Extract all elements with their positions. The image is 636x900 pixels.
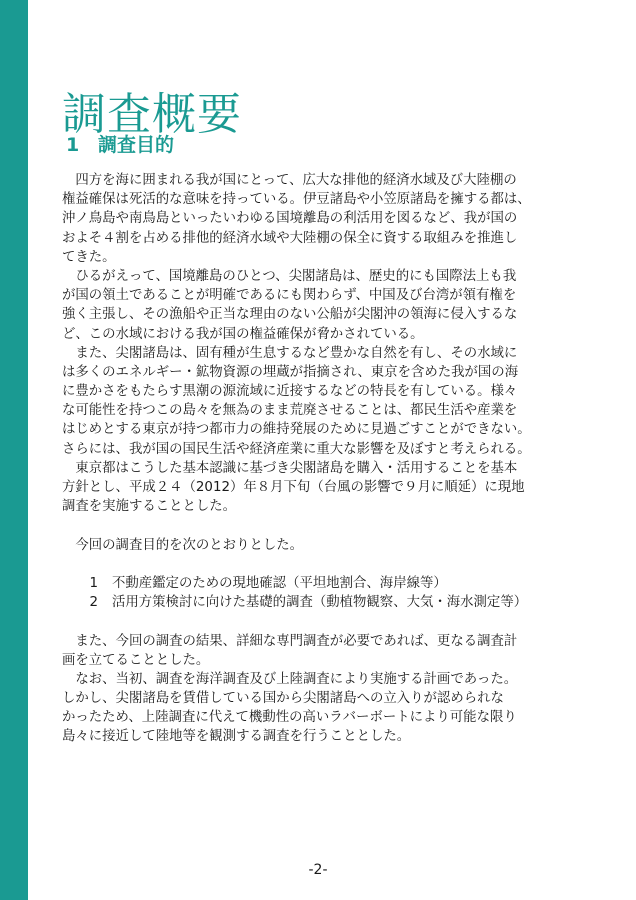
paragraph bbox=[62, 267, 582, 344]
section-title: 調査目的 bbox=[98, 134, 175, 156]
text-line: 強く主張し、その漁船や正当な理由のない公船が尖閣沖の領海に侵入するな bbox=[62, 307, 518, 323]
text-line: 四方を海に囲まれる我が国にとって、広大な排他的経済水域及び大陸棚の bbox=[62, 173, 517, 188]
purpose-number: 1 bbox=[89, 575, 98, 591]
purpose-text: 不動産鑑定のための現地確認（平坦地割合、海岸線等） bbox=[112, 575, 447, 591]
text-line: しかし、尖閣諸島を賃借している国から尖閣諸島への立入りが認められな bbox=[62, 691, 504, 707]
text-line: が国の領土であることが明確であるにも関わらず、中国及び台湾が領有権を bbox=[62, 288, 517, 304]
purpose-text: 活用方策検討に向けた基礎的調査（動植物観察、大気・海水測定等） bbox=[112, 595, 528, 611]
text-line: 方針とし、平成２４（2012）年８月下旬（台風の影響で９月に順延）に現地 bbox=[62, 480, 525, 495]
page-title: 調査概要 bbox=[62, 89, 242, 141]
paragraph bbox=[62, 632, 582, 670]
text-line: ひるがえって、国境離島のひとつ、尖閣諸島は、歴史的にも国際法上も我 bbox=[62, 268, 517, 284]
text-line: 沖ノ鳥島や南鳥島といったいわゆる国境離島の利活用を図るなど、我が国の bbox=[62, 211, 518, 227]
text-line: かったため、上陸調査に代えて機動性の高いラバーボートにより可能な限り bbox=[62, 710, 517, 726]
text-line: なお、当初、調査を海洋調査及び上陸調査により実施する計画であった。 bbox=[62, 671, 518, 687]
spacer bbox=[62, 555, 582, 574]
text-line: 東京都はこうした基本認識に基づき尖閣諸島を購入・活用することを基本 bbox=[62, 460, 518, 476]
text-line: な可能性を持つこの島々を無為のまま荒廃させることは、都民生活や産業を bbox=[62, 403, 518, 419]
text-line: 島々に接近して陸地等を観測する調査を行うこととした。 bbox=[62, 729, 411, 745]
text-line: 権益確保は死活的な意味を持っている。伊豆諸島や小笠原諸島を擁する都は、 bbox=[62, 192, 531, 208]
purpose-number: 2 bbox=[89, 595, 98, 611]
paragraph bbox=[62, 459, 582, 517]
text-line: はじめとする東京が持つ都市力の維持発展のために見過ごすことができない。 bbox=[62, 422, 531, 438]
text-line: また、今回の調査の結果、詳細な専門調査が必要であれば、更なる調査計 bbox=[62, 633, 518, 649]
paragraph bbox=[62, 344, 582, 459]
text-line: てきた。 bbox=[62, 249, 116, 265]
text-line: およそ４割を占める排他的経済水域や大陸棚の保全に資する取組みを推進し bbox=[62, 230, 518, 246]
purpose-item bbox=[62, 574, 582, 593]
text-line: さらには、我が国の国民生活や経済産業に重大な影響を及ぼすと考えられる。 bbox=[62, 441, 531, 457]
text-line: また、尖閣諸島は、固有種が生息するなど豊かな自然を有し、その水域に bbox=[62, 345, 518, 361]
intro-line: 今回の調査目的を次のとおりとした。 bbox=[62, 537, 304, 553]
text-line: 調査を実施することとした。 bbox=[62, 499, 237, 515]
paragraph bbox=[62, 171, 582, 267]
section-number: 1 bbox=[66, 134, 80, 156]
text-line: に豊かさをもたらす黒潮の源流域に近接するなどの特長を有している。様々 bbox=[62, 384, 518, 400]
text-line: は多くのエネルギー・鉱物資源の埋蔵が指摘され、東京を含めた我が国の海 bbox=[62, 364, 519, 380]
paragraph bbox=[62, 670, 582, 747]
text-line: 画を立てることとした。 bbox=[62, 652, 210, 668]
text-line: ど、この水域における我が国の権益確保が脅かされている。 bbox=[62, 326, 424, 342]
section-heading bbox=[66, 132, 174, 158]
spacer bbox=[62, 612, 582, 631]
spacer bbox=[62, 516, 582, 535]
side-color-band bbox=[0, 0, 28, 900]
body-text bbox=[62, 171, 582, 747]
purpose-item bbox=[62, 593, 582, 612]
page-number: -2- bbox=[308, 862, 328, 878]
